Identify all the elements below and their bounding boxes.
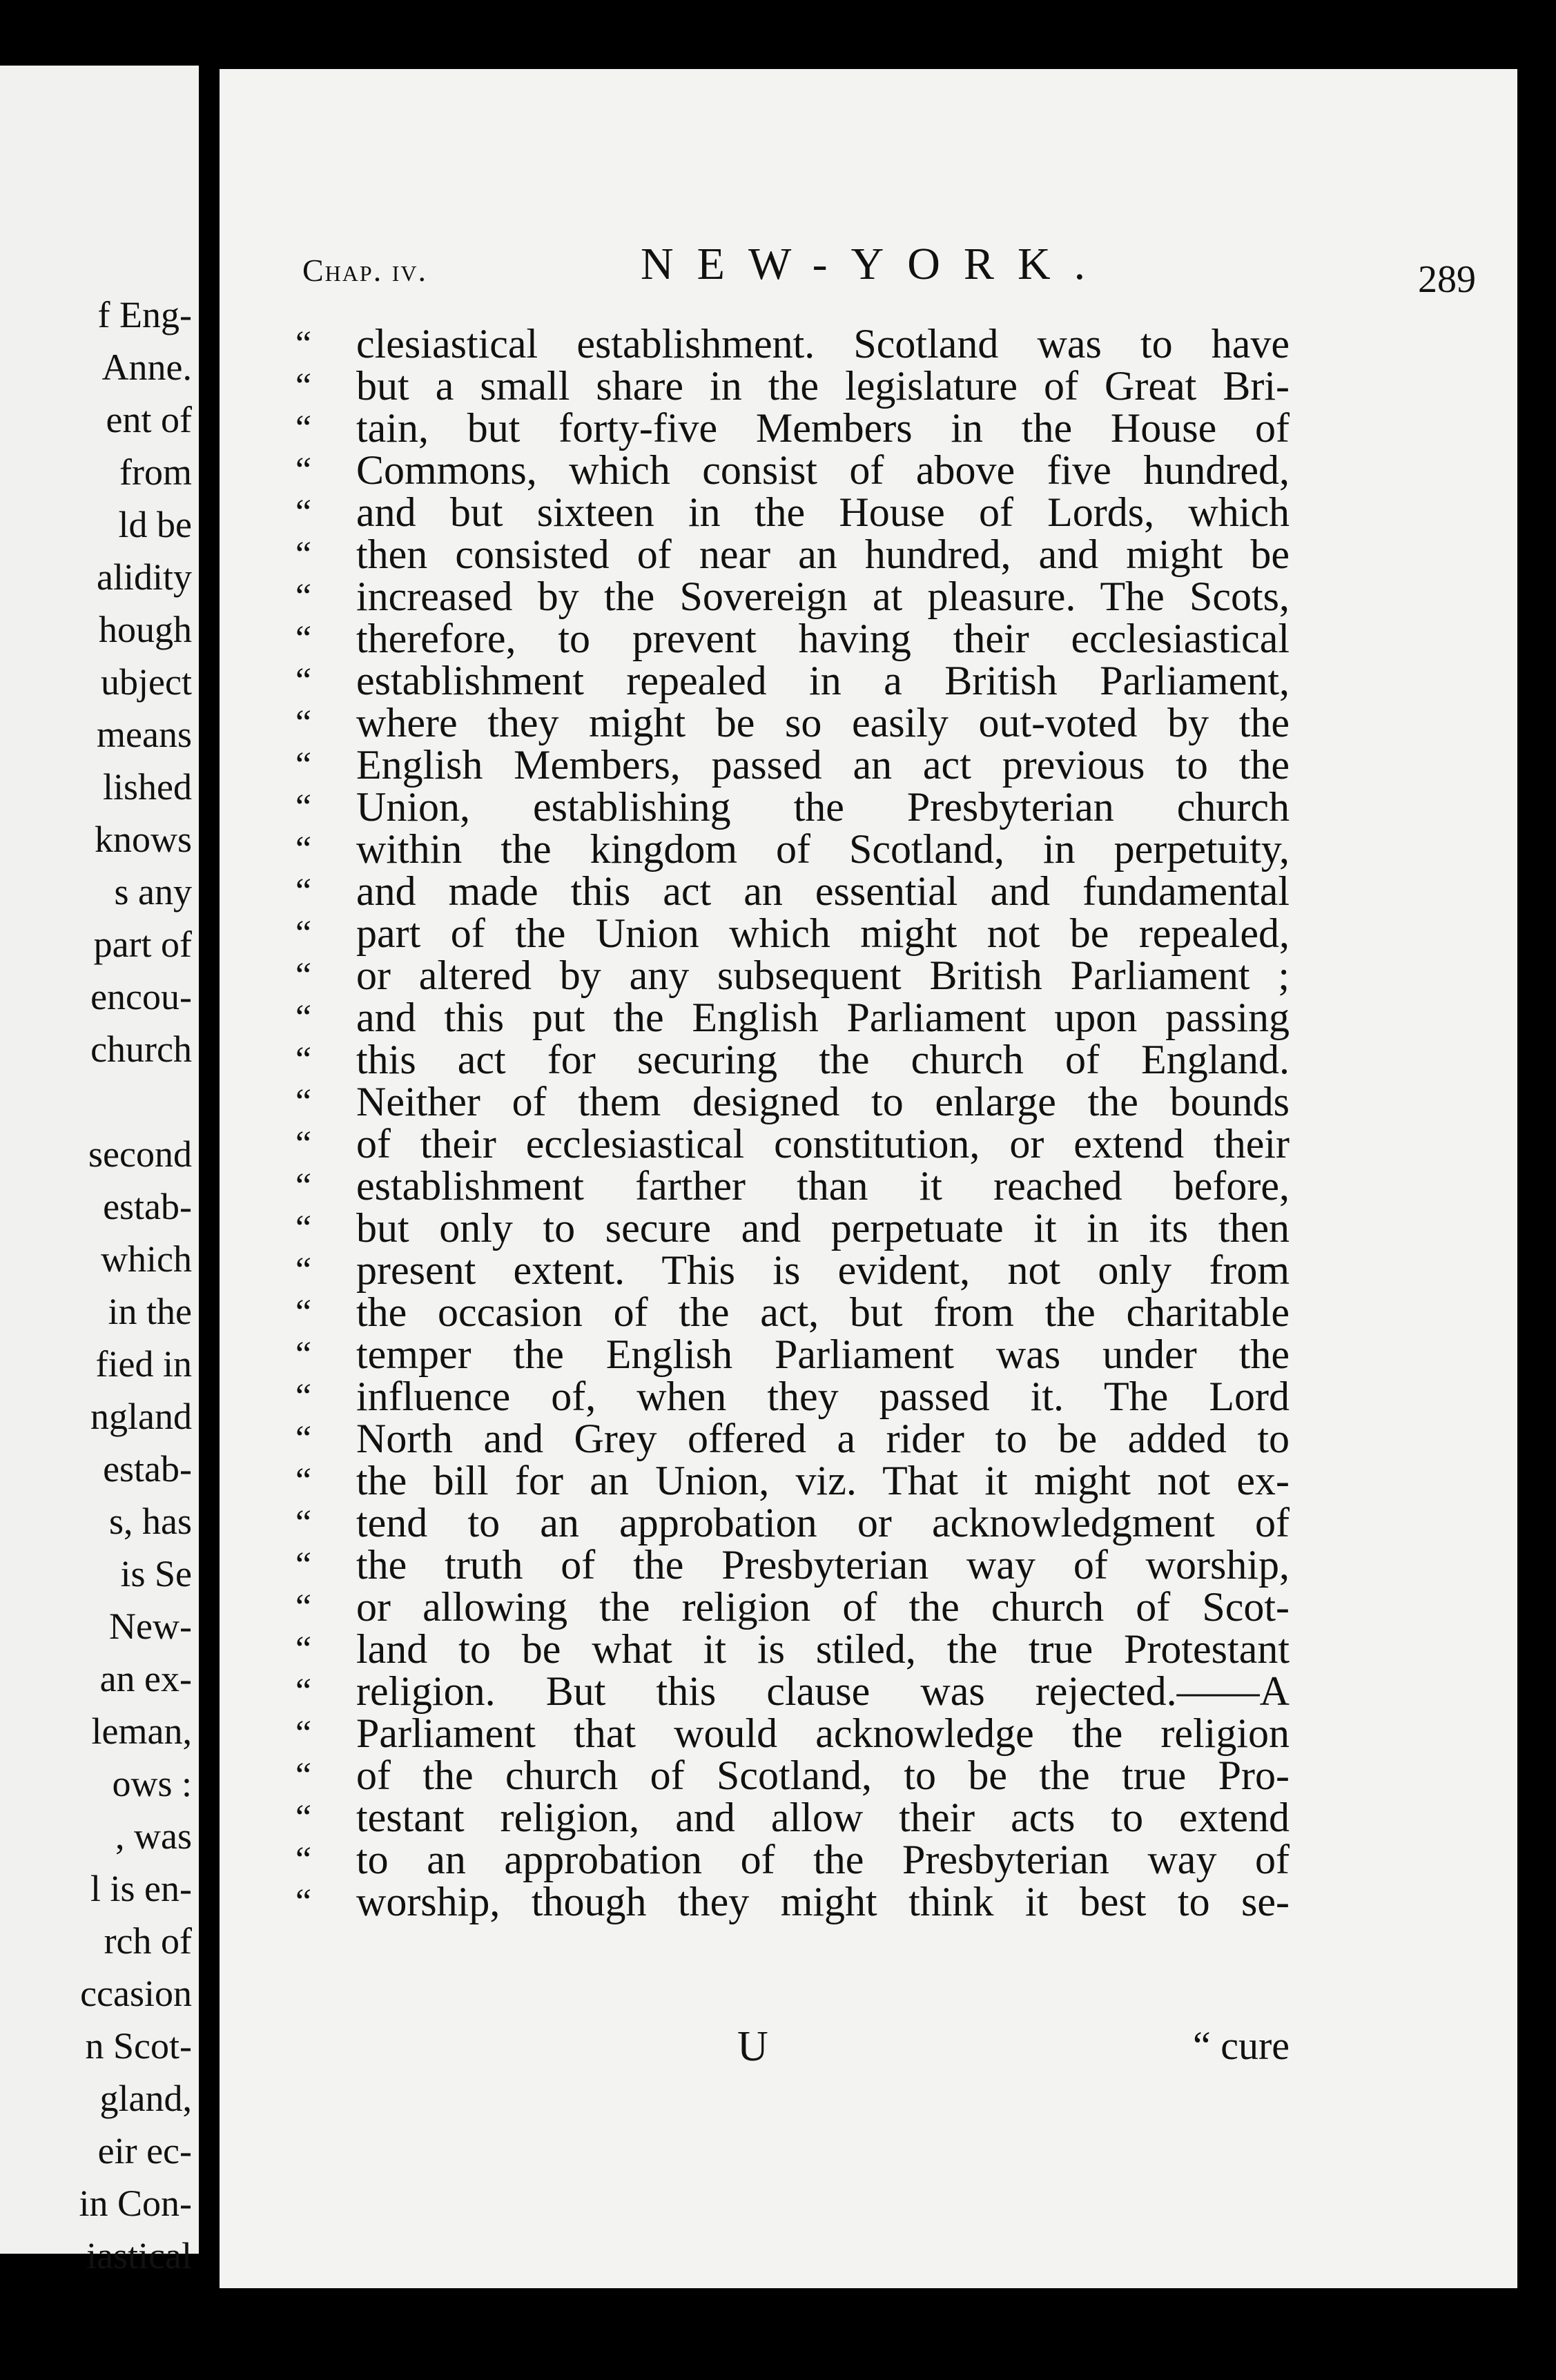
line-text: the truth of the Presbyterian way of worship, xyxy=(356,1542,1290,1588)
left-page-fragment: is Se xyxy=(120,1553,192,1594)
page-header xyxy=(302,238,1476,321)
line-text: but only to secure and perpetuate it in its then xyxy=(356,1205,1290,1251)
left-page-fragment: New- xyxy=(109,1606,192,1647)
quote-mark: “ xyxy=(295,1251,312,1290)
running-title: NEW-YORK. xyxy=(641,239,1109,289)
line-text: Neither of them designed to enlarge the bounds xyxy=(356,1079,1290,1124)
text-line xyxy=(295,491,1290,534)
line-text: Union, establishing the Presbyterian church xyxy=(356,784,1290,830)
quote-mark: “ xyxy=(295,1124,312,1164)
left-page-fragment: f Eng- xyxy=(97,294,192,335)
text-line xyxy=(295,870,1290,913)
quote-mark: “ xyxy=(295,451,312,490)
line-text: the bill for an Union, viz. That it might not ex- xyxy=(356,1458,1290,1503)
quote-mark: “ xyxy=(295,1672,312,1711)
left-page-fragment: ent of xyxy=(106,399,192,440)
quote-mark: “ xyxy=(295,1419,312,1459)
line-text: of the church of Scotland, to be the true Pro- xyxy=(356,1753,1290,1798)
left-page-fragment: encou- xyxy=(90,976,192,1017)
quote-mark: “ xyxy=(295,1545,312,1585)
quote-mark: “ xyxy=(295,1714,312,1753)
quote-mark: “ xyxy=(295,1040,312,1080)
line-text: clesiastical establishment. Scotland was to have xyxy=(356,321,1290,367)
quote-mark: “ xyxy=(295,788,312,827)
left-page-fragment: ccasion xyxy=(80,1973,192,2014)
text-line xyxy=(295,1670,1290,1713)
left-page-fragment: leman, xyxy=(91,1710,192,1752)
text-line xyxy=(295,702,1290,744)
text-line xyxy=(295,1081,1290,1123)
quote-mark: “ xyxy=(295,1335,312,1374)
quote-mark: “ xyxy=(295,1209,312,1248)
quote-mark: “ xyxy=(295,367,312,406)
quote-mark: “ xyxy=(295,535,312,574)
text-line xyxy=(295,1839,1290,1881)
line-text: influence of, when they passed it. The Lord xyxy=(356,1374,1290,1419)
text-line xyxy=(295,786,1290,828)
body-text xyxy=(295,323,1290,1923)
line-text: establishment farther than it reached before, xyxy=(356,1163,1290,1209)
text-line xyxy=(295,744,1290,786)
line-text: religion. But this clause was rejected.——A xyxy=(356,1668,1290,1714)
line-text: land to be what it is stiled, the true Protestant xyxy=(356,1626,1290,1672)
text-line xyxy=(295,1544,1290,1586)
text-line xyxy=(295,1334,1290,1376)
left-page-fragment: ld be xyxy=(118,504,192,545)
quote-mark: “ xyxy=(295,914,312,953)
left-page-fragment: rch of xyxy=(104,1920,192,1962)
left-page-fragment: an ex- xyxy=(99,1658,192,1699)
text-line xyxy=(295,1628,1290,1670)
text-line xyxy=(295,531,1290,577)
left-page-fragment: s, has xyxy=(109,1501,192,1542)
left-page-fragment: , was xyxy=(115,1815,192,1857)
line-text: testant religion, and allow their acts to extend xyxy=(356,1795,1290,1840)
quote-mark: “ xyxy=(295,1461,312,1501)
line-text: where they might be so easily out-voted by the xyxy=(356,700,1290,745)
text-line xyxy=(295,449,1290,491)
quote-mark: “ xyxy=(295,1082,312,1122)
quote-mark: “ xyxy=(295,830,312,869)
text-line xyxy=(295,660,1290,702)
text-line xyxy=(295,1797,1290,1839)
quote-mark: “ xyxy=(295,956,312,995)
text-line xyxy=(295,1418,1290,1460)
quote-mark: “ xyxy=(295,324,312,364)
quote-mark: “ xyxy=(295,577,312,616)
page-number: 289 xyxy=(1418,258,1476,301)
left-page-fragment: part of xyxy=(93,924,192,965)
text-line xyxy=(295,1165,1290,1207)
text-line xyxy=(295,1755,1290,1797)
line-text: but a small share in the legislature of Great Bri- xyxy=(356,363,1290,409)
line-text: therefore, to prevent having their ecclesiastical xyxy=(356,616,1290,661)
quote-mark: “ xyxy=(295,1630,312,1669)
quote-mark: “ xyxy=(295,703,312,743)
left-page-fragment: means xyxy=(97,714,192,755)
left-page-fragment: lished xyxy=(103,766,192,808)
line-text: increased by the Sovereign at pleasure. The Scots, xyxy=(356,574,1290,619)
line-text: within the kingdom of Scotland, in perpetuity, xyxy=(356,826,1290,872)
text-line xyxy=(295,1291,1290,1334)
left-page-fragment: ngland xyxy=(90,1396,192,1437)
text-line xyxy=(295,910,1290,956)
left-page-fragment: second xyxy=(88,1133,192,1175)
left-page-fragment: gland, xyxy=(99,2078,192,2119)
text-line xyxy=(295,1502,1290,1544)
quote-mark: “ xyxy=(295,1840,312,1880)
left-page-fragment: knows xyxy=(94,819,192,860)
left-page-fragment: n Scot- xyxy=(85,2025,192,2067)
quote-mark: “ xyxy=(295,998,312,1037)
text-line xyxy=(295,955,1290,997)
text-line xyxy=(295,1207,1290,1249)
text-line xyxy=(295,1586,1290,1628)
line-text: and but sixteen in the House of Lords, which xyxy=(356,489,1290,535)
text-line xyxy=(295,1710,1290,1756)
text-line xyxy=(295,1460,1290,1502)
left-page-fragment: from xyxy=(119,451,192,493)
quote-mark: “ xyxy=(295,661,312,701)
quote-mark: “ xyxy=(295,1293,312,1332)
left-page-fragment: which xyxy=(101,1238,192,1280)
line-text: or altered by any subsequent British Parliament ; xyxy=(356,953,1290,998)
left-page-fragment: in the xyxy=(108,1291,192,1332)
catchword: “ cure xyxy=(1192,2023,1290,2068)
quote-mark: “ xyxy=(295,745,312,785)
line-text: temper the English Parliament was under the xyxy=(356,1332,1290,1377)
quote-mark: “ xyxy=(295,409,312,448)
line-text: and made this act an essential and fundamental xyxy=(356,868,1290,914)
left-page-fragment: church xyxy=(90,1028,192,1070)
quote-mark: “ xyxy=(295,1167,312,1206)
quote-mark: “ xyxy=(295,1882,312,1922)
quote-mark: “ xyxy=(295,493,312,532)
line-text: the occasion of the act, but from the charitable xyxy=(356,1289,1290,1335)
quote-mark: “ xyxy=(295,1503,312,1543)
line-text: establishment repealed in a British Parliament, xyxy=(356,658,1290,703)
left-page-fragment: eir ec- xyxy=(97,2130,192,2172)
line-text: tain, but forty-five Members in the House of xyxy=(356,405,1290,451)
quote-mark: “ xyxy=(295,1377,312,1416)
left-page-fragment: s any xyxy=(114,871,192,913)
right-page xyxy=(220,69,1517,2288)
line-text: of their ecclesiastical constitution, or extend their xyxy=(356,1121,1290,1167)
text-line xyxy=(295,407,1290,449)
left-page-fragment: hough xyxy=(99,609,192,650)
text-line xyxy=(295,1376,1290,1418)
left-page-fragment: ubject xyxy=(101,661,192,703)
left-page-fragment: in Con- xyxy=(79,2183,192,2224)
line-text: Parliament that would acknowledge the religion xyxy=(356,1710,1290,1756)
line-text: and this put the English Parliament upon passing xyxy=(356,995,1290,1040)
text-line xyxy=(295,618,1290,660)
page-footer xyxy=(295,2022,1290,2078)
left-page-fragment: estab- xyxy=(103,1448,192,1490)
left-page-edge xyxy=(0,66,199,2276)
text-line xyxy=(295,828,1290,870)
line-text: to an approbation of the Presbyterian way of xyxy=(356,1837,1290,1882)
text-line xyxy=(295,1881,1290,1923)
text-line xyxy=(295,1123,1290,1165)
line-text: then consisted of near an hundred, and might be xyxy=(356,531,1290,577)
text-line xyxy=(295,1039,1290,1081)
text-line xyxy=(295,323,1290,365)
line-text: this act for securing the church of England. xyxy=(356,1037,1290,1082)
line-text: present extent. This is evident, not only from xyxy=(356,1247,1290,1293)
left-page-fragment: fied in xyxy=(95,1343,192,1385)
signature-mark: U xyxy=(737,2023,768,2070)
text-line xyxy=(295,576,1290,618)
line-text: North and Grey offered a rider to be added to xyxy=(356,1416,1290,1461)
line-text: part of the Union which might not be repealed, xyxy=(356,910,1290,956)
line-text: Commons, which consist of above five hundred, xyxy=(356,447,1290,493)
quote-mark: “ xyxy=(295,872,312,911)
text-line xyxy=(295,997,1290,1039)
left-page-fragment: ows : xyxy=(112,1763,192,1804)
line-text: or allowing the religion of the church of Scot- xyxy=(356,1584,1290,1630)
chapter-heading: Chap. iv. xyxy=(302,253,427,288)
quote-mark: “ xyxy=(295,619,312,659)
line-text: English Members, passed an act previous to the xyxy=(356,742,1290,788)
left-page-fragment: iastical xyxy=(86,2235,192,2276)
text-line xyxy=(295,1249,1290,1291)
line-text: tend to an approbation or acknowledgment of xyxy=(356,1500,1290,1545)
quote-mark: “ xyxy=(295,1588,312,1627)
left-page-fragment: Anne. xyxy=(101,347,192,388)
left-page-fragment: alidity xyxy=(97,556,192,598)
text-line xyxy=(295,365,1290,407)
quote-mark: “ xyxy=(295,1756,312,1795)
quote-mark: “ xyxy=(295,1798,312,1837)
left-page-fragment: estab- xyxy=(103,1186,192,1227)
left-page-fragment: l is en- xyxy=(90,1868,192,1909)
line-text: worship, though they might think it best to se- xyxy=(356,1879,1290,1924)
